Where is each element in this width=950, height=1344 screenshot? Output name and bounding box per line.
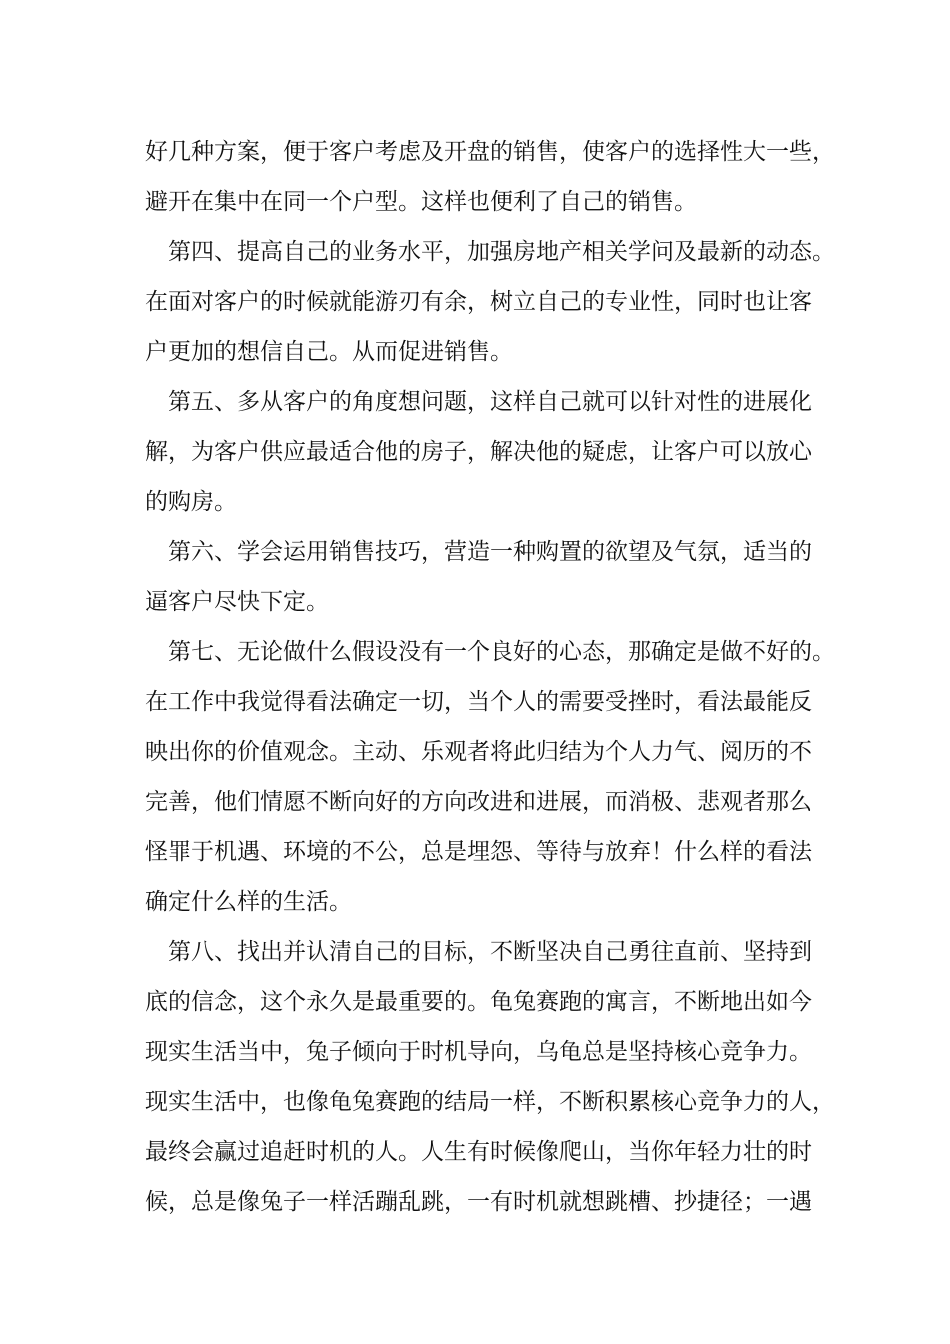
text-line: 避开在集中在同一个户型。这样也便利了自己的销售。: [145, 189, 697, 215]
text-line: 逼客户尽快下定。: [145, 589, 329, 615]
text-line: 最终会赢过追赶时机的人。人生有时候像爬山，当你年轻力壮的时: [145, 1139, 812, 1165]
text-line: 好几种方案，便于客户考虑及开盘的销售，使客户的选择性大一些，: [145, 139, 835, 165]
text-line: 现实生活当中，兔子倾向于时机导向，乌龟总是坚持核心竞争力。: [145, 1039, 812, 1065]
text-line: 户更加的想信自己。从而促进销售。: [145, 339, 513, 365]
text-line: 解，为客户供应最适合他的房子，解决他的疑虑，让客户可以放心: [145, 439, 812, 465]
text-line: 第四、提高自己的业务水平，加强房地产相关学问及最新的动态。: [168, 239, 835, 265]
text-line: 的购房。: [145, 489, 237, 515]
text-line: 第七、无论做什么假设没有一个良好的心态，那确定是做不好的。: [168, 639, 835, 665]
text-line: 映出你的价值观念。主动、乐观者将此归结为个人力气、阅历的不: [145, 739, 812, 765]
text-line: 确定什么样的生活。: [145, 889, 352, 915]
text-line: 在工作中我觉得看法确定一切，当个人的需要受挫时，看法最能反: [145, 689, 812, 715]
text-line: 现实生活中，也像龟兔赛跑的结局一样，不断积累核心竞争力的人，: [145, 1089, 835, 1115]
text-line: 底的信念，这个永久是最重要的。龟兔赛跑的寓言，不断地出如今: [145, 989, 812, 1015]
text-line: 第五、多从客户的角度想问题，这样自己就可以针对性的进展化: [168, 389, 812, 415]
text-line: 第六、学会运用销售技巧，营造一种购置的欲望及气氛，适当的: [168, 539, 812, 565]
text-line: 怪罪于机遇、环境的不公，总是埋怨、等待与放弃！什么样的看法: [145, 839, 812, 865]
text-line: 在面对客户的时候就能游刃有余，树立自己的专业性，同时也让客: [145, 289, 812, 315]
text-line: 候，总是像兔子一样活蹦乱跳，一有时机就想跳槽、抄捷径；一遇: [145, 1189, 812, 1215]
text-line: 第八、找出并认清自己的目标，不断坚决自己勇往直前、坚持到: [168, 939, 812, 965]
text-line: 完善，他们情愿不断向好的方向改进和进展，而消极、悲观者那么: [145, 789, 812, 815]
